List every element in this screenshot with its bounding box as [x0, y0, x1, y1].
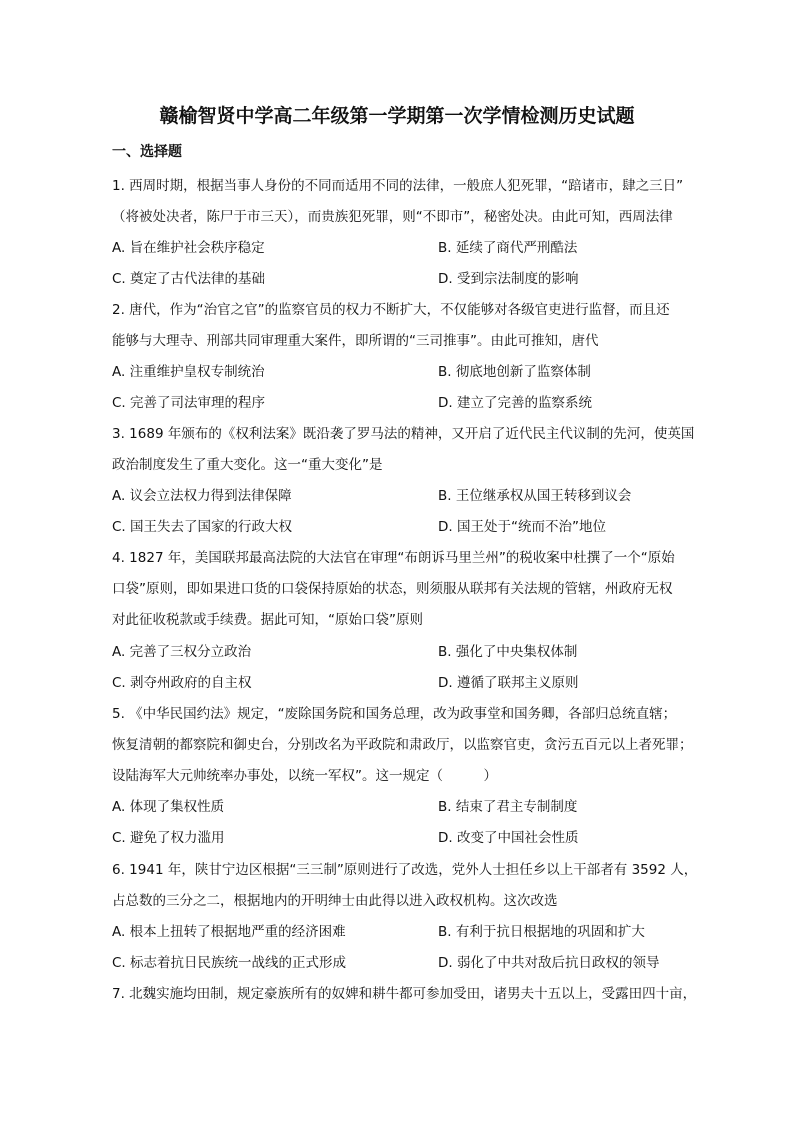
- question-6-option-c: C. 标志着抗日民族统一战线的正式形成: [112, 955, 347, 971]
- page-title: 赣榆智贤中学高二年级第一学期第一次学情检测历史试题: [159, 105, 635, 127]
- question-2-line-2: 能够与大理寺、刑部共同审理重大案件，即所谓的“三司推事”。由此可推知，唐代: [112, 333, 599, 349]
- question-6-line-1: 6. 1941 年，陕甘宁边区根据“三三制”原则进行了改选，党外人士担任乡以上干部者有 3592 人，: [112, 862, 698, 878]
- question-2-option-b: B. 彻底地创新了监察体制: [438, 364, 591, 380]
- question-6-option-d: D. 弱化了中共对敌后抗日政权的领导: [438, 955, 660, 971]
- question-2-option-a: A. 注重维护皇权专制统治: [112, 364, 265, 380]
- question-3-option-c: C. 国王失去了国家的行政大权: [112, 519, 293, 535]
- question-6-option-a: A. 根本上扭转了根据地严重的经济困难: [112, 924, 346, 940]
- question-5-line-1: 5. 《中华民国约法》规定，“废除国务院和国务总理，改为政事堂和国务卿，各部归总统直辖；: [112, 706, 677, 722]
- question-5-option-b: B. 结束了君主专制制度: [438, 799, 578, 815]
- section-heading: 一、选择题: [112, 144, 182, 160]
- question-5-line-3: 设陆海军大元帅统率办事处，以统一军权”。这一规定（ ）: [112, 768, 497, 784]
- question-1-option-b: B. 延续了商代严刑酷法: [438, 240, 578, 256]
- question-2-option-d: D. 建立了完善的监察系统: [438, 395, 592, 411]
- question-4-line-1: 4. 1827 年，美国联邦最高法院的大法官在审理“布朗诉马里兰州”的税收案中杜撰了一个“原始: [112, 550, 675, 566]
- question-1-option-c: C. 奠定了古代法律的基础: [112, 271, 266, 287]
- question-5-option-a: A. 体现了集权性质: [112, 799, 225, 815]
- question-3-option-d: D. 国王处于“统而不治”地位: [438, 519, 606, 535]
- question-3-line-2: 政治制度发生了重大变化。这一“重大变化”是: [112, 457, 383, 473]
- question-6-line-2: 占总数的三分之二，根据地内的开明绅士由此得以进入政权机构。这次改选: [112, 893, 558, 909]
- question-4-line-3: 对此征收税款或手续费。据此可知，“原始口袋”原则: [112, 612, 423, 628]
- question-4-option-c: C. 剥夺州政府的自主权: [112, 675, 252, 691]
- question-1-line-1: 1. 西周时期，根据当事人身份的不同而适用不同的法律，一般庶人犯死罪，“踣诸市，肆之三日”: [112, 178, 684, 194]
- question-4-line-2: 口袋”原则，即如果进口货的口袋保持原始的状态，则须服从联邦有关法规的管辖，州政府无权: [112, 581, 673, 597]
- question-6-option-b: B. 有利于抗日根据地的巩固和扩大: [438, 924, 645, 940]
- question-1-option-a: A. 旨在维护社会秩序稳定: [112, 240, 265, 256]
- question-5-line-2: 恢复清朝的都察院和御史台，分别改名为平政院和肃政厅，以监察官吏，贪污五百元以上者死罪；: [112, 737, 693, 753]
- question-3-option-b: B. 王位继承权从国王转移到议会: [438, 488, 632, 504]
- question-4-option-a: A. 完善了三权分立政治: [112, 644, 252, 660]
- question-1-option-d: D. 受到宗法制度的影响: [438, 271, 579, 287]
- question-4-option-d: D. 遵循了联邦主义原则: [438, 675, 579, 691]
- question-3-option-a: A. 议会立法权力得到法律保障: [112, 488, 292, 504]
- question-7-line-1: 7. 北魏实施均田制，规定豪族所有的奴婢和耕牛都可参加受田，诸男夫十五以上，受露田四十亩，: [112, 986, 697, 1002]
- question-3-line-1: 3. 1689 年颁布的《权利法案》既沿袭了罗马法的精神，又开启了近代民主代议制的先河，使英国: [112, 426, 695, 442]
- question-5-option-d: D. 改变了中国社会性质: [438, 830, 579, 846]
- question-2-line-1: 2. 唐代，作为“治官之官”的监察官员的权力不断扩大，不仅能够对各级官吏进行监督，而且还: [112, 302, 670, 318]
- question-4-option-b: B. 强化了中央集权体制: [438, 644, 578, 660]
- question-2-option-c: C. 完善了司法审理的程序: [112, 395, 266, 411]
- question-5-option-c: C. 避免了权力滥用: [112, 830, 225, 846]
- question-1-line-2: （将被处决者，陈尸于市三天），而贵族犯死罪，则“不即市”，秘密处决。由此可知，西周法律: [112, 209, 673, 225]
